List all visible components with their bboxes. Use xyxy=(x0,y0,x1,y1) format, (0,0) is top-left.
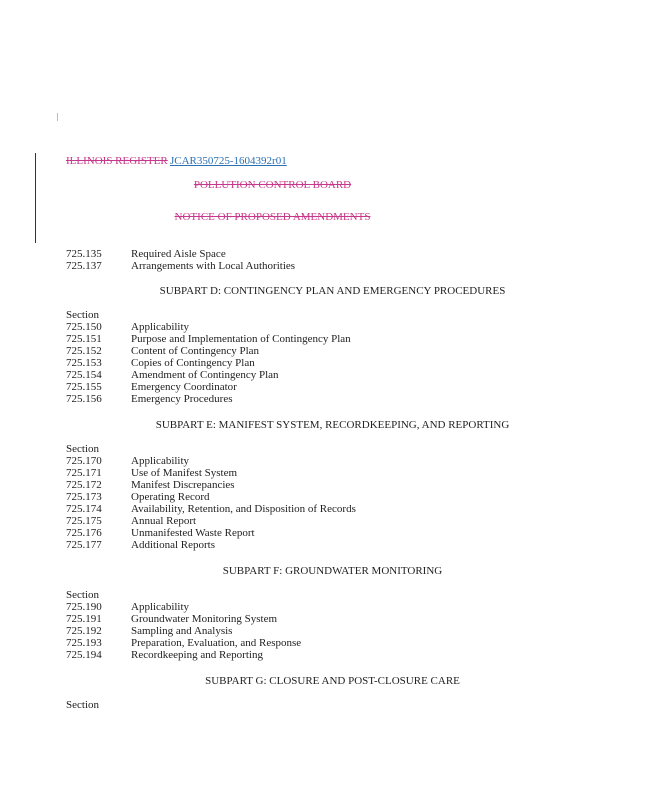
section-number: 725.193 xyxy=(66,637,102,649)
section-title: Content of Contingency Plan xyxy=(131,345,260,357)
section-number: 725.191 xyxy=(66,613,102,625)
section-number: 725.152 xyxy=(66,345,102,357)
section-number: 725.150 xyxy=(66,321,102,333)
board-name: POLLUTION CONTROL BOARD xyxy=(193,179,352,191)
section-number: 725.176 xyxy=(66,527,102,539)
subpart-e-heading: SUBPART E: MANIFEST SYSTEM, RECORDKEEPING, AND REPORTING xyxy=(155,419,510,431)
section-title: Unmanifested Waste Report xyxy=(131,527,255,539)
register-title-deleted: ILLINOIS REGISTER xyxy=(66,155,168,167)
section-title: Manifest Discrepancies xyxy=(131,479,235,491)
section-title: Availability, Retention, and Disposition of Records xyxy=(131,503,356,515)
section-title: Purpose and Implementation of Contingency Plan xyxy=(131,333,351,345)
section-number: 725.170 xyxy=(66,455,102,467)
section-title: Copies of Contingency Plan xyxy=(131,357,255,369)
section-number: 725.173 xyxy=(66,491,102,503)
section-label: Section xyxy=(66,589,99,601)
section-number: 725.172 xyxy=(66,479,102,491)
section-number: 725.154 xyxy=(66,369,102,381)
section-number: 725.190 xyxy=(66,601,102,613)
section-number: 725.155 xyxy=(66,381,102,393)
section-label: Section xyxy=(66,309,99,321)
subpart-f-heading: SUBPART F: GROUNDWATER MONITORING xyxy=(222,565,443,577)
section-number: 725.171 xyxy=(66,467,102,479)
section-title: Arrangements with Local Authorities xyxy=(131,260,296,272)
section-number: 725.153 xyxy=(66,357,102,369)
section-title: Emergency Procedures xyxy=(131,393,233,405)
revision-change-bar xyxy=(35,153,36,243)
section-number: 725.151 xyxy=(66,333,102,345)
section-title: Applicability xyxy=(131,321,190,333)
section-number: 725.192 xyxy=(66,625,102,637)
section-title: Emergency Coordinator xyxy=(131,381,237,393)
section-number: 725.177 xyxy=(66,539,102,551)
section-title: Preparation, Evaluation, and Response xyxy=(131,637,302,649)
section-number: 725.156 xyxy=(66,393,102,405)
section-label: Section xyxy=(66,699,99,711)
section-title: Applicability xyxy=(131,601,190,613)
section-number: 725.175 xyxy=(66,515,102,527)
section-title: Applicability xyxy=(131,455,190,467)
section-title: Annual Report xyxy=(131,515,197,527)
section-number: 725.135 xyxy=(66,248,102,260)
section-title: Use of Manifest System xyxy=(131,467,238,479)
section-title: Groundwater Monitoring System xyxy=(131,613,278,625)
section-title: Additional Reports xyxy=(131,539,216,551)
section-title: Amendment of Contingency Plan xyxy=(131,369,279,381)
subpart-d-heading: SUBPART D: CONTINGENCY PLAN AND EMERGENCY PROCEDURES xyxy=(159,285,506,297)
section-title: Operating Record xyxy=(131,491,210,503)
section-title: Sampling and Analysis xyxy=(131,625,233,637)
section-number: 725.137 xyxy=(66,260,102,272)
section-number: 725.174 xyxy=(66,503,102,515)
margin-tick xyxy=(57,113,58,121)
section-title: Required Aisle Space xyxy=(131,248,226,260)
section-label: Section xyxy=(66,443,99,455)
register-id-inserted[interactable]: JCAR350725-1604392r01 xyxy=(170,155,287,167)
subpart-g-heading: SUBPART G: CLOSURE AND POST-CLOSURE CARE xyxy=(205,675,460,687)
section-number: 725.194 xyxy=(66,649,102,661)
notice-title: NOTICE OF PROPOSED AMENDMENTS xyxy=(174,211,371,223)
section-title: Recordkeeping and Reporting xyxy=(131,649,263,661)
